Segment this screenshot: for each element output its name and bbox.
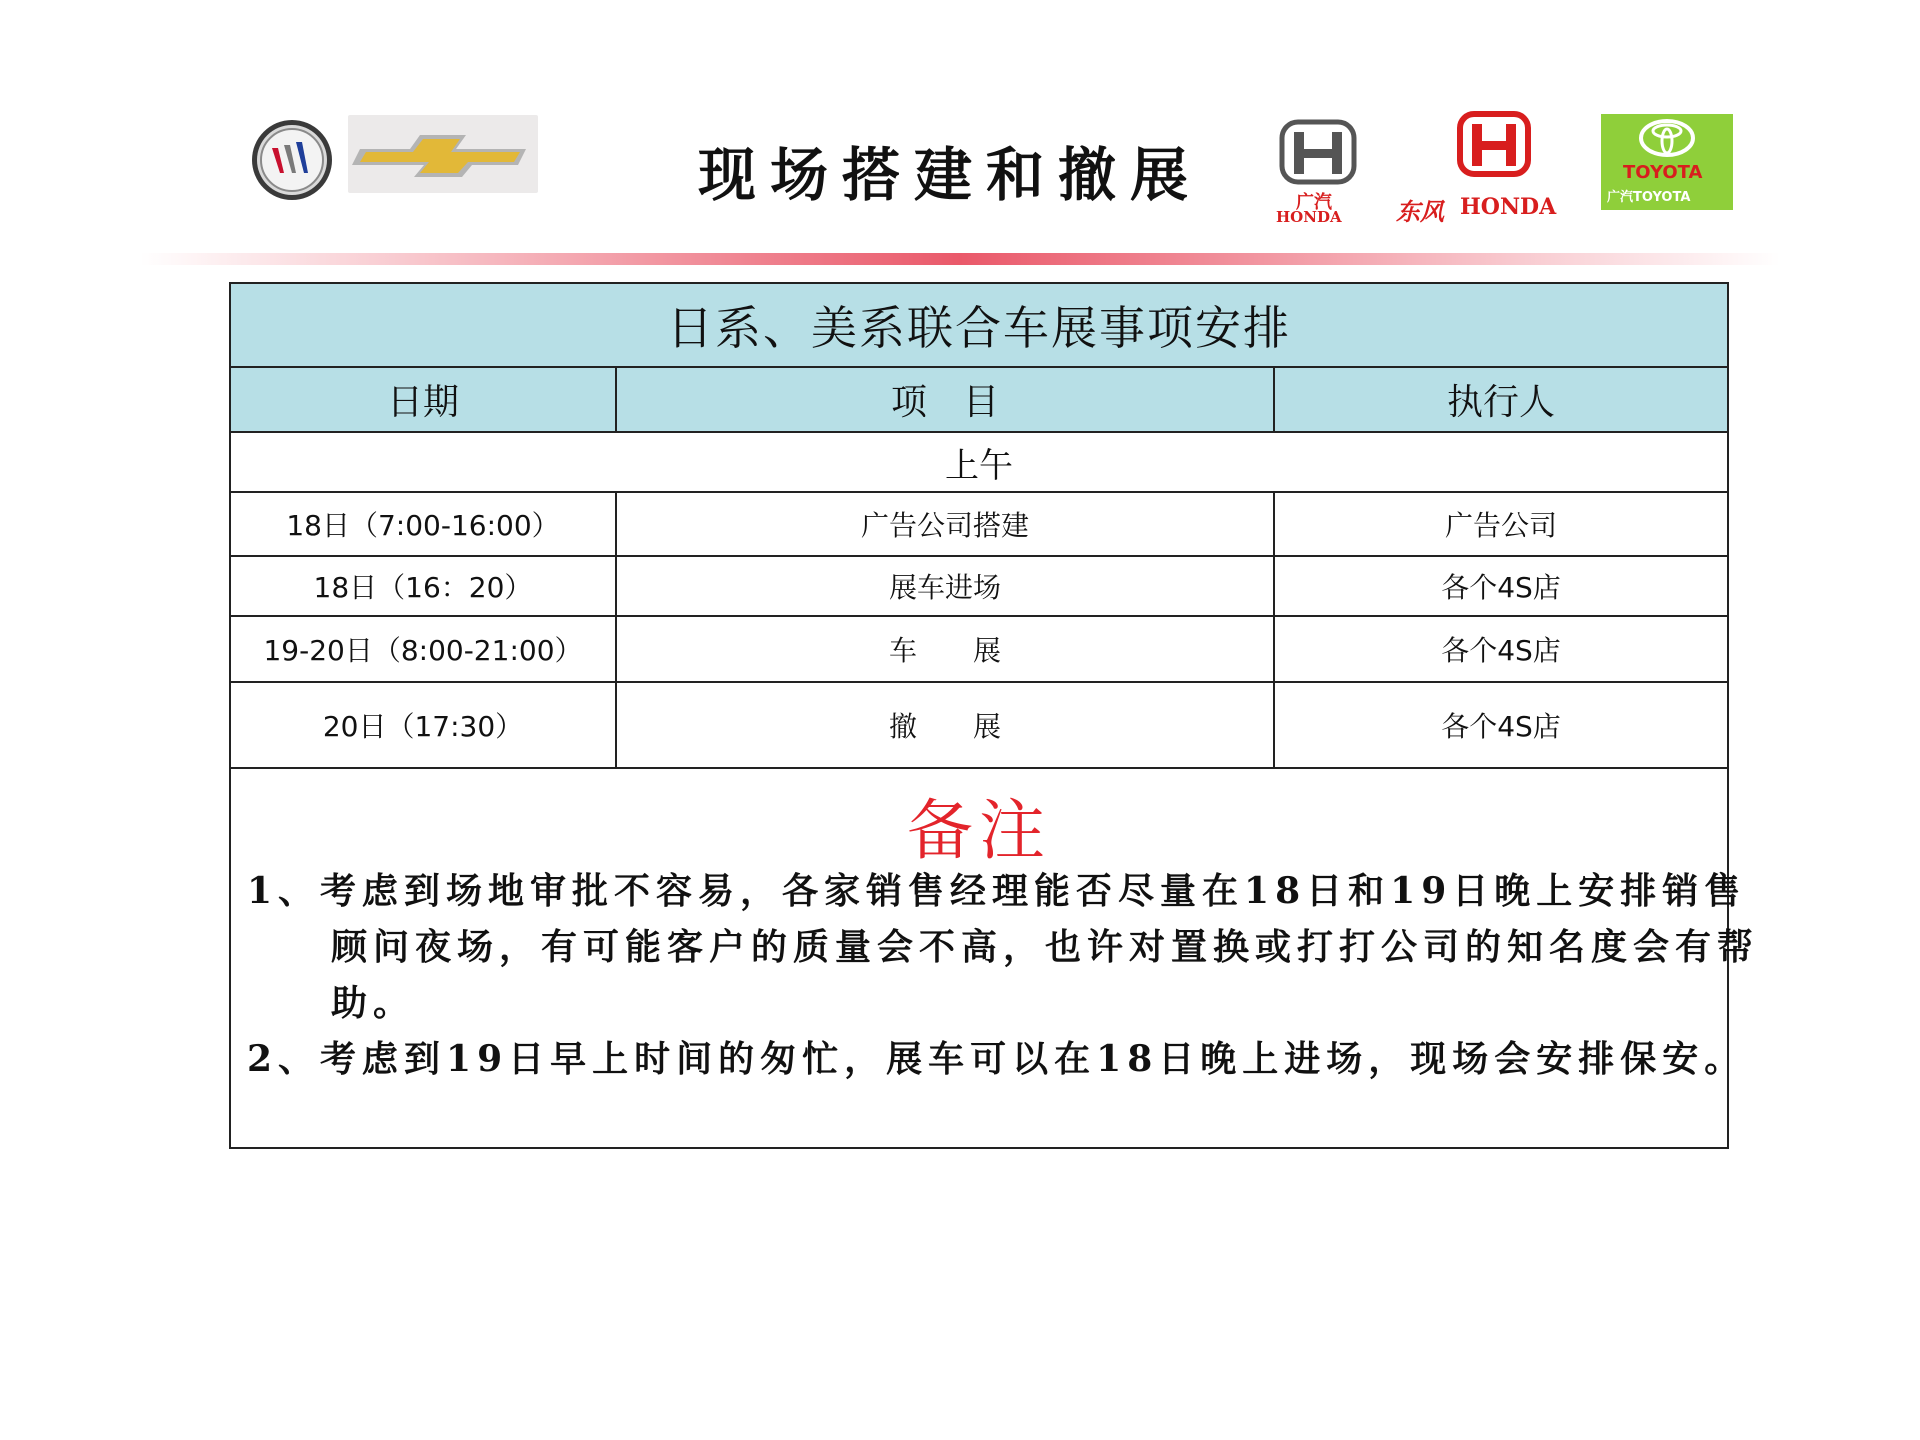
table-row: [231, 555, 1727, 615]
table-row: [231, 491, 1727, 555]
chevrolet-logo: [348, 115, 538, 193]
remark-item: 1、考虑到场地审批不容易，各家销售经理能否尽量在18日和19日晚上安排销售顾问夜场，有可能客户的质量会不高，也许对置换或打打公司的知名度会有帮助。: [247, 870, 1760, 1024]
table-title-row: [231, 284, 1727, 366]
gac-honda-logo-text-cn: 广汽: [1296, 192, 1332, 213]
cell-item: 展车进场: [617, 557, 1275, 615]
table-header-row: [231, 366, 1727, 431]
page-title: 现场搭建和撤展: [697, 141, 1202, 209]
gac-toyota-logo-text: TOYOTA: [1623, 162, 1703, 183]
table-row: [231, 681, 1727, 767]
schedule-table: [229, 282, 1760, 1149]
dongfeng-honda-logo: [1396, 110, 1586, 228]
column-header-item: 项 目: [617, 368, 1275, 431]
table-row: [231, 615, 1727, 681]
cell-owner: 各个4S店: [1441, 571, 1561, 604]
cell-item: 车 展: [617, 617, 1275, 681]
remarks-title: 备注: [907, 792, 1051, 869]
cell-item: 撤 展: [617, 683, 1275, 767]
cell-date: 19-20日（8:00-21:00）: [231, 617, 617, 681]
remarks-block: [231, 767, 1760, 1147]
section-label: 上午: [945, 445, 1013, 486]
remark-item: 2、考虑到19日早上时间的匆忙，展车可以在18日晚上进场，现场会安排保安。: [247, 1038, 1747, 1080]
buick-logo: [250, 118, 334, 202]
section-row-morning: [231, 431, 1727, 491]
gac-toyota-logo: [1601, 114, 1733, 210]
cell-owner: 各个4S店: [1441, 634, 1561, 667]
gac-honda-logo: [1268, 118, 1368, 226]
cell-date: 18日（7:00-16:00）: [231, 493, 617, 555]
column-header-owner: 执行人: [1446, 382, 1555, 423]
cell-owner: 各个4S店: [1441, 710, 1561, 743]
cell-owner: 广告公司: [1444, 509, 1557, 542]
column-header-date: 日期: [231, 368, 617, 431]
cell-item: 广告公司搭建: [617, 493, 1275, 555]
gac-toyota-logo-subtext: 广汽TOYOTA: [1607, 190, 1691, 205]
gac-honda-logo-text-en: HONDA: [1276, 208, 1342, 226]
header-divider: [140, 253, 1780, 265]
dongfeng-honda-logo-text-cn: 东风: [1396, 197, 1444, 226]
cell-date: 18日（16：20）: [231, 557, 617, 615]
cell-date: 20日（17:30）: [231, 683, 617, 767]
dongfeng-honda-logo-text-en: HONDA: [1460, 194, 1557, 220]
table-title: 日系、美系联合车展事项安排: [667, 301, 1291, 355]
